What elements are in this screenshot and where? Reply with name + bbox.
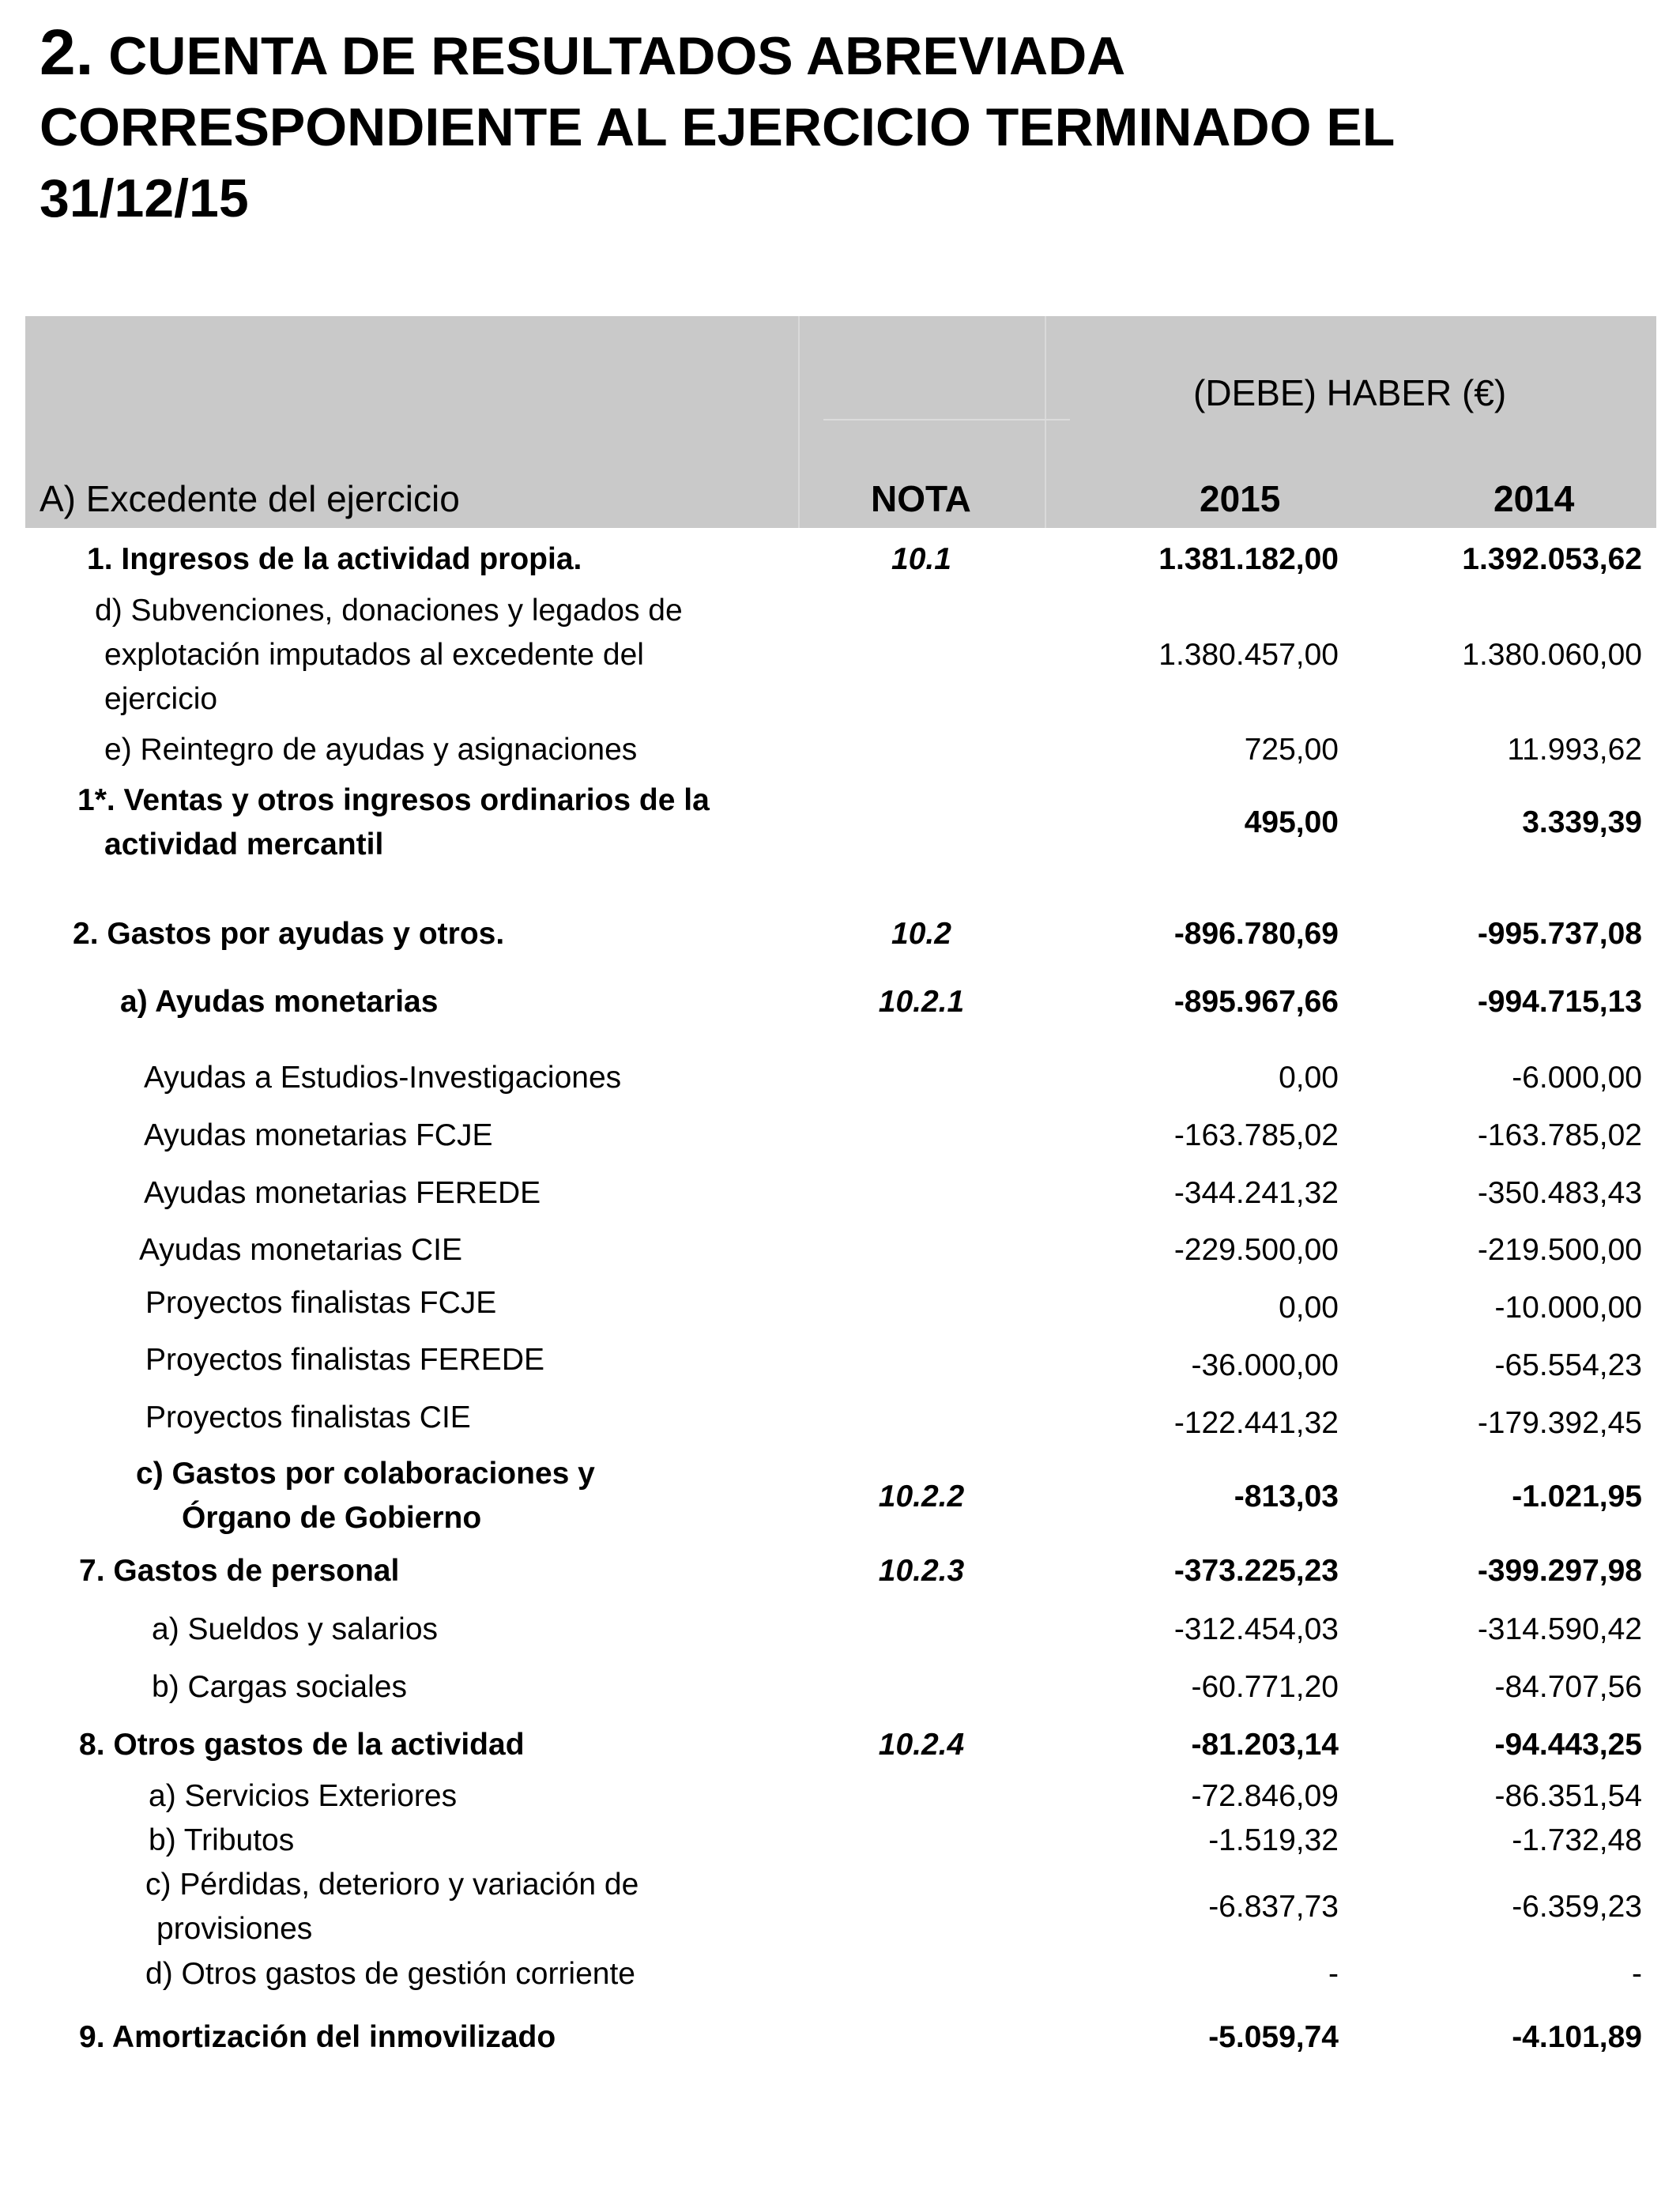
row-label: Ayudas monetarias FCJE bbox=[144, 1118, 493, 1152]
row-value-2014: -6.359,23 bbox=[1512, 1890, 1642, 1924]
row-nota: 10.2 bbox=[891, 917, 951, 951]
row-label: 7. Gastos de personal bbox=[79, 1554, 400, 1588]
row-value-2014: -65.554,23 bbox=[1494, 1348, 1642, 1382]
row-label: Proyectos finalistas FCJE bbox=[145, 1286, 497, 1320]
row-value-2014: -94.443,25 bbox=[1494, 1728, 1642, 1762]
row-value-2015: -344.241,32 bbox=[1173, 1176, 1339, 1210]
title-line-1: CUENTA DE RESULTADOS ABREVIADA bbox=[108, 26, 1126, 86]
row-label: 1. Ingresos de la actividad propia. bbox=[87, 542, 582, 576]
row-value-2014: 11.993,62 bbox=[1507, 733, 1642, 767]
row-label-line-2: provisiones bbox=[156, 1912, 313, 1946]
row-value-2015: -72.846,09 bbox=[1191, 1779, 1339, 1813]
year-2014-header: 2014 bbox=[1494, 478, 1575, 519]
row-value-2015: -163.785,02 bbox=[1173, 1118, 1339, 1152]
row-label: 8. Otros gastos de la actividad bbox=[79, 1728, 525, 1762]
row-nota: 10.1 bbox=[891, 542, 951, 576]
row-label: 9. Amortización del inmovilizado bbox=[79, 2020, 556, 2054]
row-value-2014: -10.000,00 bbox=[1494, 1291, 1642, 1325]
row-value-2015: -813,03 bbox=[1234, 1480, 1339, 1514]
row-nota: 10.2.2 bbox=[878, 1480, 965, 1514]
row-value-2015: 0,00 bbox=[1279, 1291, 1339, 1325]
row-label: Ayudas monetarias CIE bbox=[139, 1233, 462, 1267]
row-value-2014: -4.101,89 bbox=[1512, 2020, 1642, 2054]
row-value-2015: -122.441,32 bbox=[1173, 1406, 1339, 1440]
row-value-2015: -6.837,73 bbox=[1208, 1890, 1339, 1924]
row-value-2014: - bbox=[1632, 1957, 1642, 1991]
row-value-2014: -163.785,02 bbox=[1477, 1118, 1642, 1152]
row-value-2015: - bbox=[1328, 1957, 1339, 1991]
row-label: Ayudas monetarias FEREDE bbox=[144, 1176, 541, 1210]
row-value-2015: 1.381.182,00 bbox=[1158, 542, 1339, 576]
row-value-2014: -1.021,95 bbox=[1512, 1480, 1642, 1514]
title-line-3: 31/12/15 bbox=[40, 168, 249, 228]
row-label-line-3: ejercicio bbox=[104, 682, 218, 716]
row-value-2014: -86.351,54 bbox=[1494, 1779, 1642, 1813]
row-value-2014: -994.715,13 bbox=[1477, 985, 1642, 1019]
row-label: e) Reintegro de ayudas y asignaciones bbox=[104, 733, 638, 767]
row-value-2015: 725,00 bbox=[1244, 733, 1339, 767]
row-label: a) Sueldos y salarios bbox=[152, 1612, 439, 1646]
row-value-2015: -1.519,32 bbox=[1208, 1823, 1339, 1857]
row-value-2015: 1.380.457,00 bbox=[1158, 638, 1339, 672]
row-nota: 10.2.3 bbox=[878, 1554, 965, 1588]
row-label: c) Gastos por colaboraciones y bbox=[136, 1457, 595, 1491]
nota-header: NOTA bbox=[871, 478, 971, 519]
row-value-2015: -81.203,14 bbox=[1191, 1728, 1339, 1762]
row-value-2015: 495,00 bbox=[1244, 805, 1339, 839]
row-value-2015: -373.225,23 bbox=[1173, 1554, 1339, 1588]
row-value-2014: -6.000,00 bbox=[1512, 1061, 1642, 1095]
row-nota: 10.2.4 bbox=[878, 1728, 965, 1762]
title-number: 2. bbox=[40, 17, 94, 89]
row-value-2014: -179.392,45 bbox=[1477, 1406, 1642, 1440]
row-label: a) Servicios Exteriores bbox=[149, 1779, 458, 1813]
row-value-2014: -84.707,56 bbox=[1494, 1670, 1642, 1704]
row-label-line-2: explotación imputados al excedente del bbox=[104, 638, 644, 672]
row-value-2014: -350.483,43 bbox=[1477, 1176, 1642, 1210]
row-value-2014: -399.297,98 bbox=[1477, 1554, 1642, 1588]
title-line-2: CORRESPONDIENTE AL EJERCICIO TERMINADO EL bbox=[40, 97, 1396, 157]
row-value-2014: -314.590,42 bbox=[1477, 1612, 1642, 1646]
row-value-2015: -36.000,00 bbox=[1191, 1348, 1339, 1382]
row-value-2015: -895.967,66 bbox=[1173, 985, 1339, 1019]
row-label: Ayudas a Estudios-Investigaciones bbox=[144, 1061, 622, 1095]
row-label: a) Ayudas monetarias bbox=[120, 985, 439, 1019]
row-value-2014: -995.737,08 bbox=[1477, 917, 1642, 951]
row-value-2015: -5.059,74 bbox=[1208, 2020, 1339, 2054]
row-value-2015: 0,00 bbox=[1279, 1061, 1339, 1095]
row-label: 2. Gastos por ayudas y otros. bbox=[73, 917, 505, 951]
row-label: d) Subvenciones, donaciones y legados de bbox=[95, 594, 683, 628]
row-value-2014: 3.339,39 bbox=[1522, 805, 1642, 839]
row-value-2015: -60.771,20 bbox=[1191, 1670, 1339, 1704]
row-label-line-2: Órgano de Gobierno bbox=[182, 1501, 482, 1535]
row-label: Proyectos finalistas FEREDE bbox=[145, 1343, 545, 1377]
row-value-2014: 1.392.053,62 bbox=[1462, 542, 1642, 576]
row-label: b) Tributos bbox=[149, 1823, 295, 1857]
row-label: b) Cargas sociales bbox=[152, 1670, 407, 1704]
row-value-2014: -219.500,00 bbox=[1477, 1233, 1642, 1267]
row-nota: 10.2.1 bbox=[878, 985, 965, 1019]
row-value-2014: -1.732,48 bbox=[1512, 1823, 1642, 1857]
row-label: 1*. Ventas y otros ingresos ordinarios de la bbox=[77, 783, 710, 817]
row-label-line-2: actividad mercantil bbox=[104, 827, 384, 861]
row-label: d) Otros gastos de gestión corriente bbox=[145, 1957, 635, 1991]
row-label: c) Pérdidas, deterioro y variación de bbox=[145, 1868, 639, 1902]
row-value-2015: -896.780,69 bbox=[1173, 917, 1339, 951]
row-value-2015: -229.500,00 bbox=[1173, 1233, 1339, 1267]
row-value-2015: -312.454,03 bbox=[1173, 1612, 1339, 1646]
row-value-2014: 1.380.060,00 bbox=[1462, 638, 1642, 672]
section-header: A) Excedente del ejercicio bbox=[40, 478, 460, 519]
row-label: Proyectos finalistas CIE bbox=[145, 1400, 471, 1434]
year-2015-header: 2015 bbox=[1200, 478, 1281, 519]
currency-header: (DEBE) HABER (€) bbox=[1193, 372, 1507, 413]
